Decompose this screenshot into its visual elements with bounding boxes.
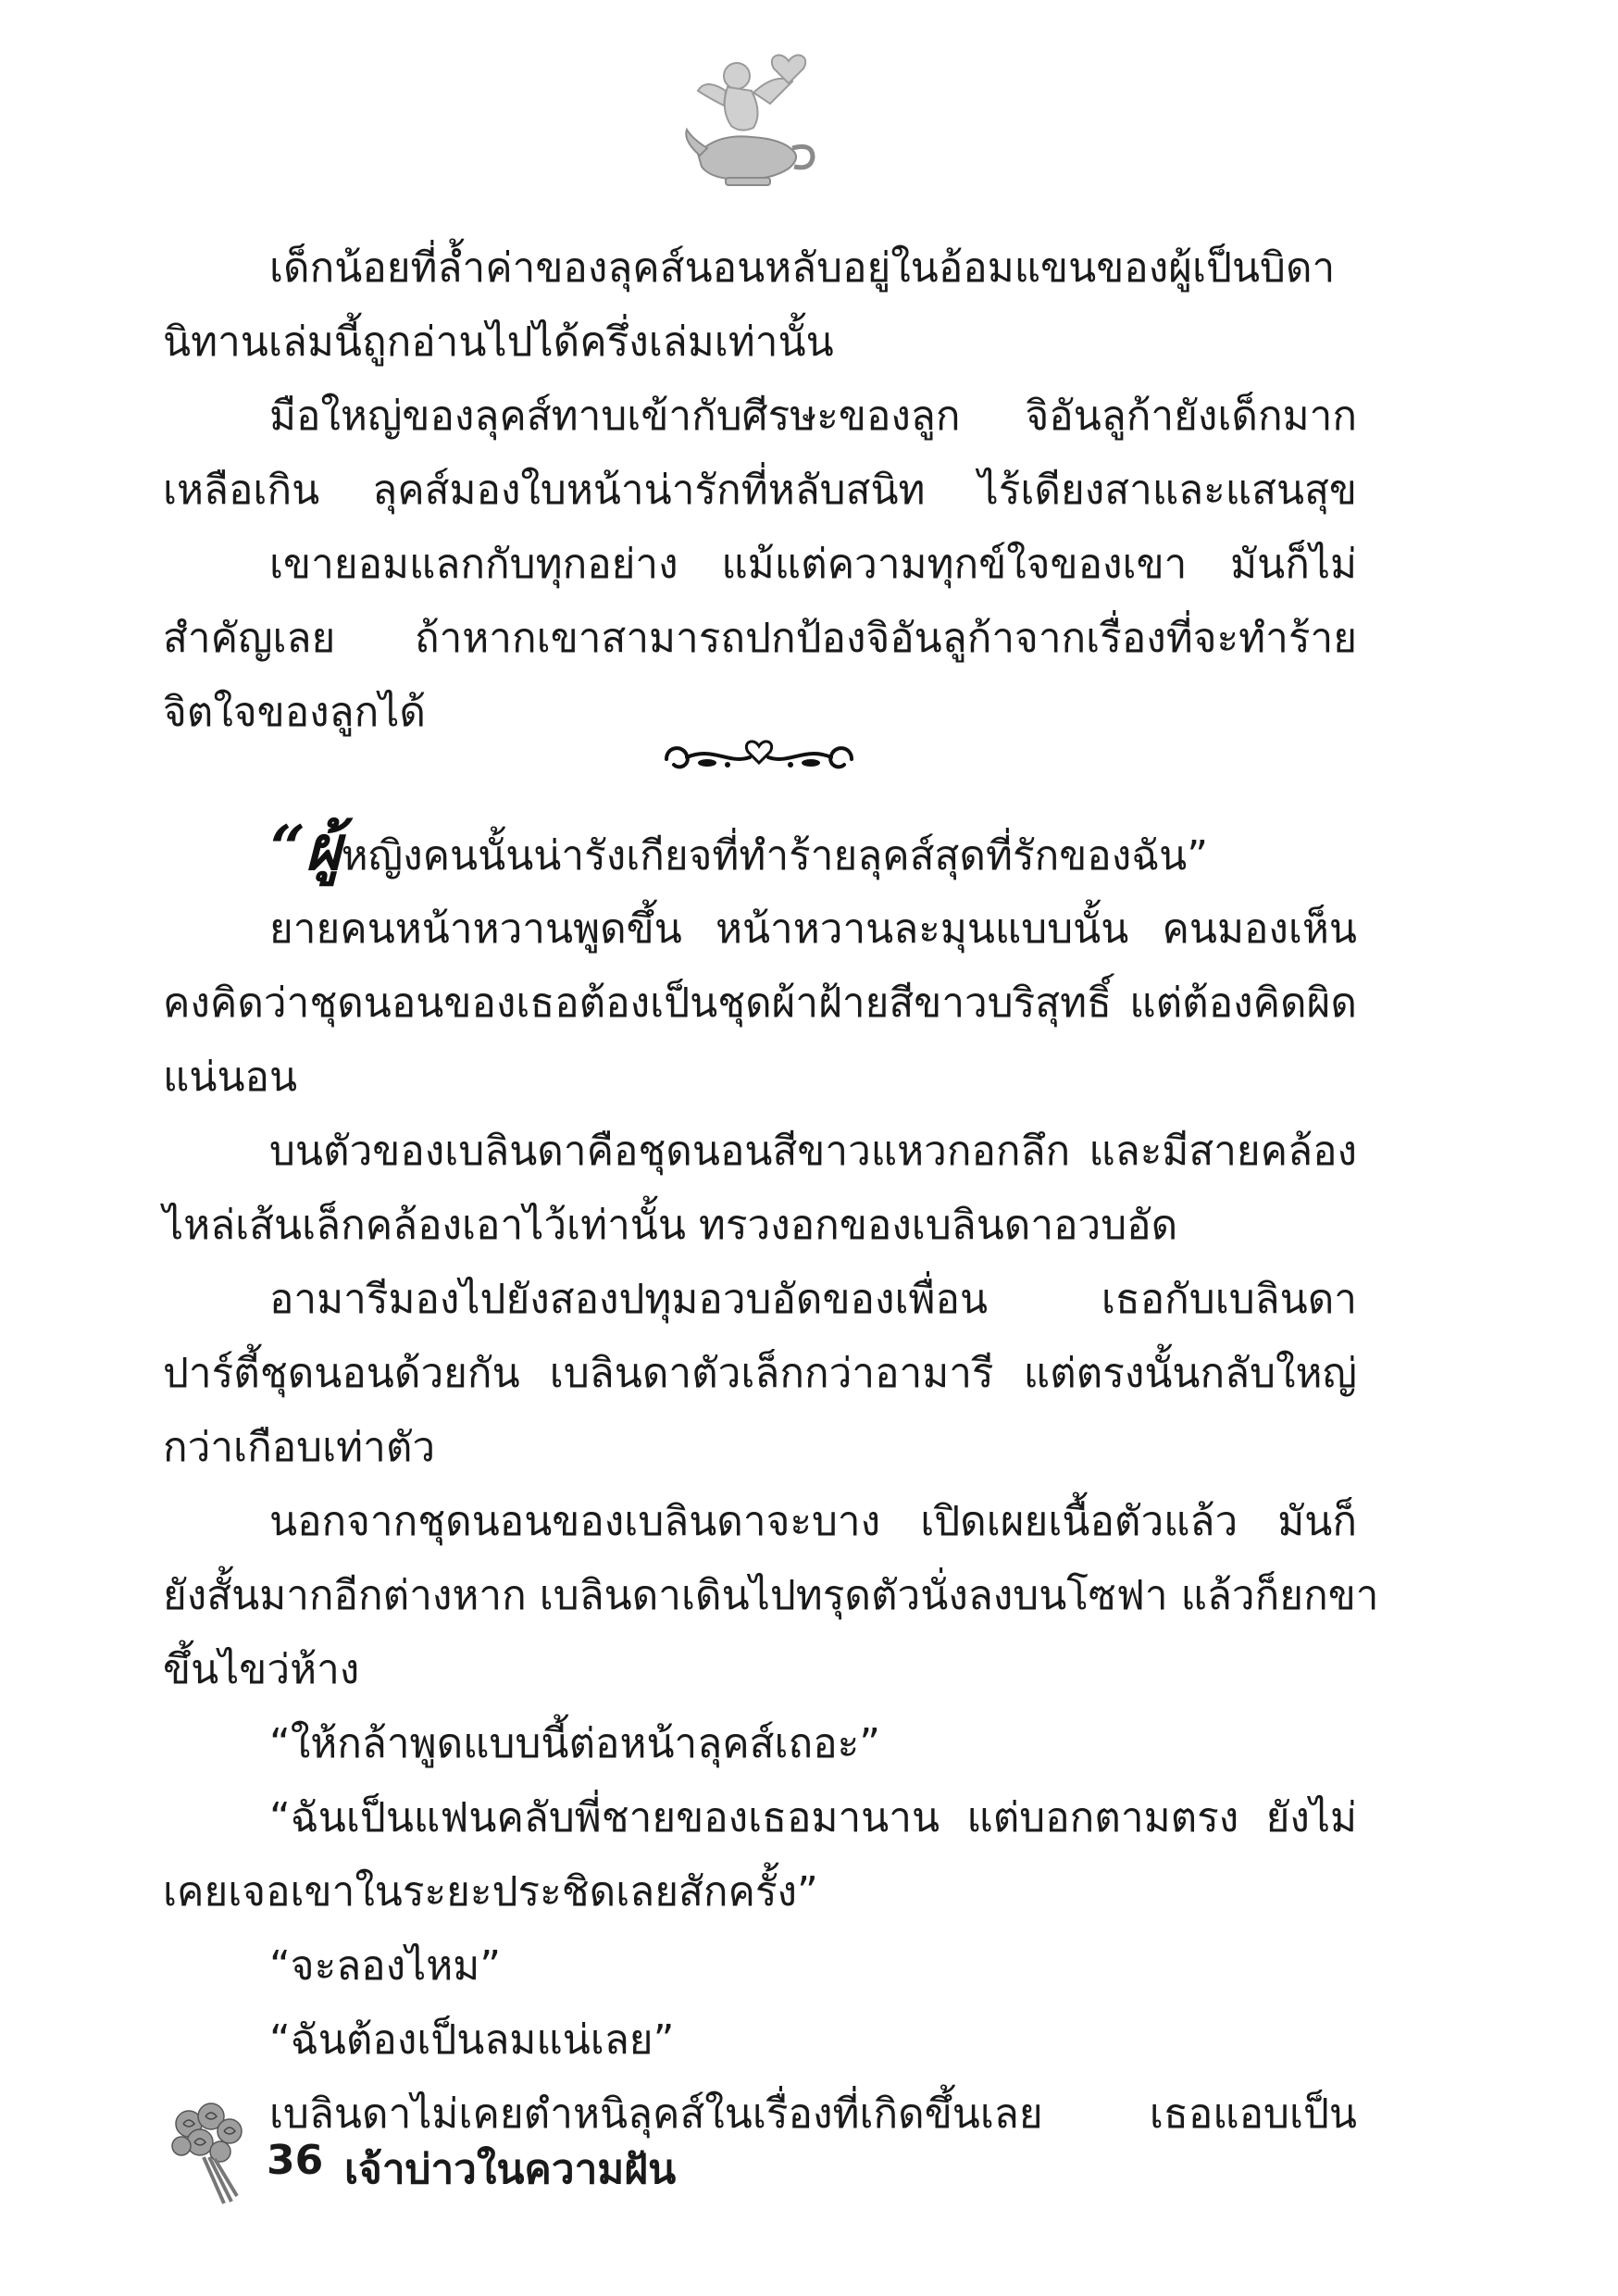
opening-text: หญิงคนนั้นน่ารังเกียจที่ทำร้ายลุคส์สุดที่รักของฉัน” bbox=[341, 832, 1209, 880]
cupid-teapot-ornament-icon bbox=[679, 44, 818, 193]
text-line: สำคัญเลย ถ้าหากเขาสามารถปกป้องจิอันลูก้าจากเรื่องที่จะทำร้าย bbox=[163, 615, 1357, 662]
text-line: แน่นอน bbox=[163, 1054, 298, 1101]
page-number: 36 bbox=[267, 2137, 324, 2184]
text-line: คงคิดว่าชุดนอนของเธอต้องเป็นชุดผ้าฝ้ายสีขาวบริสุทธิ์ แต่ต้องคิดผิด bbox=[163, 980, 1357, 1027]
text-line: เหลือเกิน ลุคส์มองใบหน้าน่ารักที่หลับสนิท ไร้เดียงสาและแสนสุข bbox=[163, 467, 1357, 514]
text-line: ยังสั้นมากอีกต่างหาก เบลินดาเดินไปทรุดตัวนั่งลงบนโซฟา แล้วก็ยกขา bbox=[163, 1572, 1379, 1619]
text-line: “ฉันเป็นแฟนคลับพี่ชายของเธอมานาน แต่บอกตามตรง ยังไม่ bbox=[269, 1794, 1357, 1841]
flourish-heart-divider-icon bbox=[639, 724, 879, 792]
text-line: นิทานเล่มนี้ถูกอ่านไปได้ครึ่งเล่มเท่านั้น bbox=[163, 318, 834, 366]
text-line: อามารีมองไปยังสองปทุมอวบอัดของเพื่อน เธอกับเบลินดา bbox=[269, 1276, 1357, 1323]
text-line: จิตใจของลูกได้ bbox=[163, 689, 426, 736]
text-line: เด็กน้อยที่ล้ำค่าของลุคส์นอนหลับอยู่ในอ้อมแขนของผู้เป็นบิดา bbox=[269, 244, 1336, 292]
body-text-top bbox=[163, 231, 1357, 750]
text-line: บนตัวของเบลินดาคือชุดนอนสีขาวแหวกอกลึก และมีสายคล้อง bbox=[269, 1128, 1357, 1175]
text-line: นอกจากชุดนอนของเบลินดาจะบาง เปิดเผยเนื้อตัวแล้ว มันก็ bbox=[269, 1498, 1357, 1545]
page-footer bbox=[163, 2100, 996, 2211]
text-line: “ให้กล้าพูดแบบนี้ต่อหน้าลุคส์เถอะ” bbox=[269, 1720, 881, 1767]
text-line: มือใหญ่ของลุคส์ทาบเข้ากับศีรษะของลูก จิอันลูก้ายังเด็กมาก bbox=[269, 393, 1357, 440]
text-line: กว่าเกือบเท่าตัว bbox=[163, 1424, 436, 1471]
rose-bouquet-icon bbox=[163, 2100, 255, 2211]
text-line: “จะลองไหม” bbox=[269, 1942, 502, 1990]
text-line: ไหล่เส้นเล็กคล้องเอาไว้เท่านั้น ทรวงอกของเบลินดาอวบอัด bbox=[163, 1202, 1178, 1249]
text-line: “ฉันต้องเป็นลมแน่เลย” bbox=[269, 2016, 675, 2064]
body-text-bottom bbox=[163, 892, 1379, 2152]
opening-line bbox=[270, 804, 1357, 892]
text-line: ยายคนหน้าหวานพูดขึ้น หน้าหวานละมุนแบบนั้น คนมองเห็น bbox=[269, 905, 1357, 953]
text-line: เคยเจอเขาในระยะประชิดเลยสักครั้ง” bbox=[163, 1868, 818, 1915]
text-line: เบลินดาไม่เคยตำหนิลุคส์ในเรื่องที่เกิดขึ้นเลย เธอแอบเป็น bbox=[269, 2090, 1357, 2138]
drop-cap: “ผู้ bbox=[270, 812, 342, 884]
text-line: ปาร์ตี้ชุดนอนด้วยกัน เบลินดาตัวเล็กกว่าอามารี แต่ตรงนั้นกลับใหญ่ bbox=[163, 1350, 1357, 1397]
text-line: เขายอมแลกกับทุกอย่าง แม้แต่ความทุกข์ใจของเขา มันก็ไม่ bbox=[269, 541, 1357, 588]
book-title: เจ้าบ่าวในความฝัน bbox=[344, 2146, 677, 2193]
text-line: ขึ้นไขว่ห้าง bbox=[163, 1646, 360, 1693]
